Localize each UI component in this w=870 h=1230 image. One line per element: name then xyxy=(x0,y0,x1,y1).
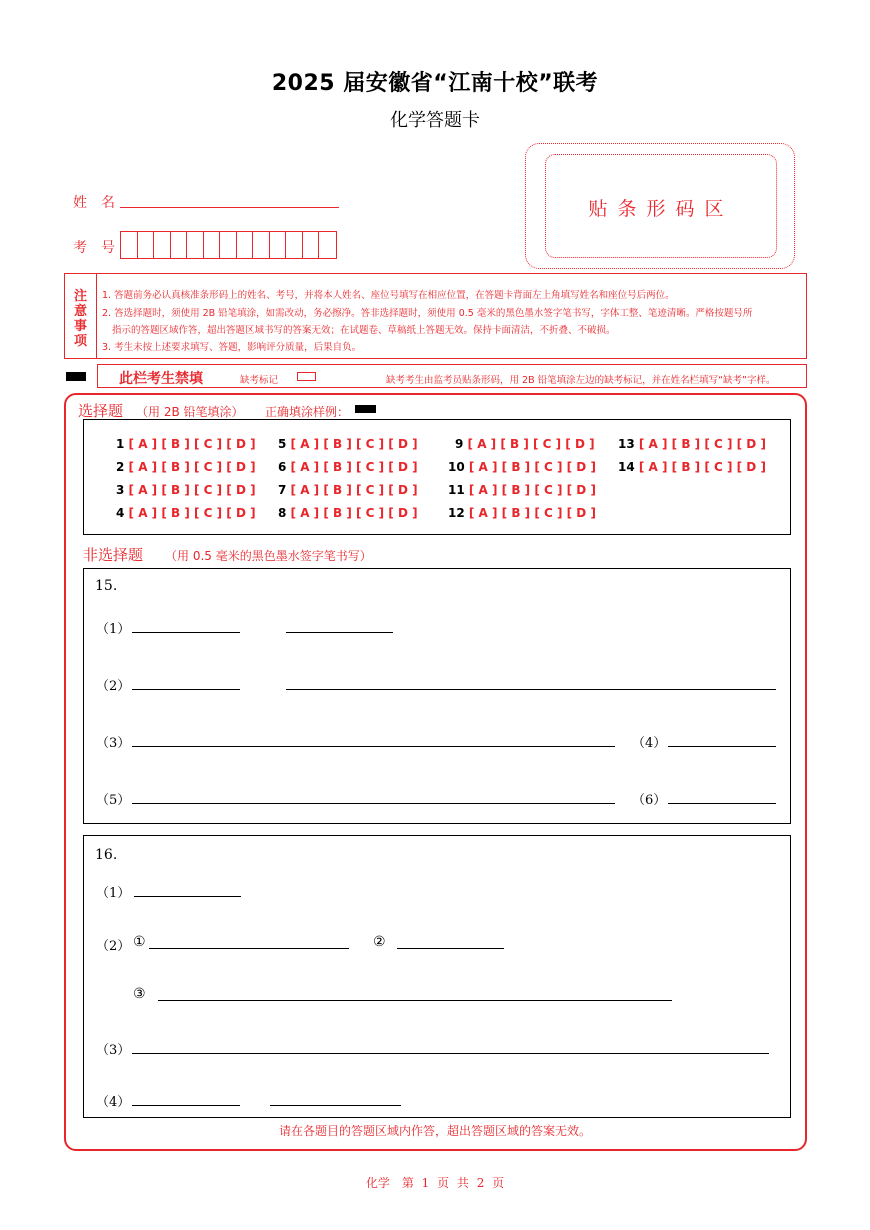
note-item: 1. 答题前务必认真核准条形码上的姓名、考号，并将本人姓名、座位号填写在相应位置，在答题卡背面左上角填写姓名和座位号后两位。 xyxy=(102,290,675,301)
answer-line[interactable] xyxy=(158,1000,672,1001)
sheet-subtitle: 化学答题卡 xyxy=(390,110,480,131)
page-number: 化学 第 1 页 共 2 页 xyxy=(365,1176,505,1190)
part-label: （4） xyxy=(632,736,667,751)
part-label: （6） xyxy=(632,793,667,808)
note-item: 指示的答题区域作答，超出答题区域书写的答案无效；在试题卷、草稿纸上答题无效。保持卡面清洁，不折叠、不破损。 xyxy=(112,325,616,336)
exam-id-cell[interactable] xyxy=(121,232,138,258)
choice-section-hint: （用 2B 铅笔填涂） xyxy=(136,405,244,419)
alignment-mark xyxy=(66,372,86,381)
note-item: 3. 考生未按上述要求填写、答题，影响评分质量，后果自负。 xyxy=(102,342,362,353)
choice-question[interactable]: 12 [ A ] [ B ] [ C ] [ D ] xyxy=(448,506,596,520)
choice-question[interactable]: 14 [ A ] [ B ] [ C ] [ D ] xyxy=(618,460,766,474)
name-label: 姓 名 xyxy=(73,195,115,211)
choice-question[interactable]: 5 [ A ] [ B ] [ C ] [ D ] xyxy=(278,437,418,451)
part-label: （5） xyxy=(96,793,131,808)
question-number: 16. xyxy=(95,847,118,863)
question-number: 15. xyxy=(95,578,118,594)
exam-id-cell[interactable] xyxy=(319,232,336,258)
answer-line[interactable] xyxy=(132,1053,769,1054)
exam-id-cell[interactable] xyxy=(171,232,188,258)
choice-section-title: 选择题 xyxy=(78,402,124,420)
choice-question[interactable]: 2 [ A ] [ B ] [ C ] [ D ] xyxy=(116,460,256,474)
exam-id-grid[interactable] xyxy=(120,231,337,259)
question-15-box xyxy=(83,568,791,824)
answer-line[interactable] xyxy=(149,948,349,949)
answer-line[interactable] xyxy=(270,1105,401,1106)
part-label: （3） xyxy=(96,1043,131,1058)
answer-line[interactable] xyxy=(286,632,393,633)
exam-id-cell[interactable] xyxy=(204,232,221,258)
part-label: （3） xyxy=(96,736,131,751)
answer-line[interactable] xyxy=(286,689,776,690)
exam-id-cell[interactable] xyxy=(138,232,155,258)
sample-fill-mark xyxy=(355,405,376,413)
choice-question[interactable]: 8 [ A ] [ B ] [ C ] [ D ] xyxy=(278,506,418,520)
barcode-area-label: 贴条形码区 xyxy=(588,198,734,220)
answer-line[interactable] xyxy=(132,746,615,747)
question-16-box xyxy=(83,835,791,1118)
answer-line[interactable] xyxy=(668,746,776,747)
note-item: 2. 答选择题时，须使用 2B 铅笔填涂，如需改动，务必擦净。答非选择题时，须使用 0.5 毫米的黑色墨水签字笔书写，字体工整、笔迹清晰。严格按题号所 xyxy=(102,308,753,319)
choice-question[interactable]: 13 [ A ] [ B ] [ C ] [ D ] xyxy=(618,437,766,451)
answer-line[interactable] xyxy=(132,1105,240,1106)
answer-line[interactable] xyxy=(668,803,776,804)
absent-mark-label: 缺考标记 xyxy=(240,375,279,386)
exam-id-cell[interactable] xyxy=(187,232,204,258)
answer-line[interactable] xyxy=(132,803,615,804)
name-field[interactable] xyxy=(120,207,339,208)
exam-id-label: 考 号 xyxy=(73,240,115,256)
choice-question[interactable]: 3 [ A ] [ B ] [ C ] [ D ] xyxy=(116,483,256,497)
answer-line[interactable] xyxy=(132,632,240,633)
answer-area-warning: 请在各题目的答题区域内作答，超出答题区域的答案无效。 xyxy=(278,1124,591,1138)
choice-question[interactable]: 1 [ A ] [ B ] [ C ] [ D ] xyxy=(116,437,256,451)
choice-question[interactable]: 4 [ A ] [ B ] [ C ] [ D ] xyxy=(116,506,256,520)
exam-id-cell[interactable] xyxy=(270,232,287,258)
part-label: （4） xyxy=(96,1095,131,1110)
choice-question[interactable]: 10 [ A ] [ B ] [ C ] [ D ] xyxy=(448,460,596,474)
answer-line[interactable] xyxy=(134,896,241,897)
part-label: （2） xyxy=(96,939,131,954)
exam-id-cell[interactable] xyxy=(220,232,237,258)
sub-mark: ③ xyxy=(133,986,146,1002)
sample-fill-label: 正确填涂样例： xyxy=(265,405,350,419)
free-section-hint: （用 0.5 毫米的黑色墨水签字笔书写） xyxy=(165,549,372,563)
answer-line[interactable] xyxy=(397,948,504,949)
absent-mark-box[interactable] xyxy=(297,372,316,381)
part-label: （1） xyxy=(96,886,131,901)
choice-question[interactable]: 9 [ A ] [ B ] [ C ] [ D ] xyxy=(455,437,595,451)
free-section-title: 非选择题 xyxy=(83,546,144,564)
exam-id-cell[interactable] xyxy=(253,232,270,258)
choice-question[interactable]: 7 [ A ] [ B ] [ C ] [ D ] xyxy=(278,483,418,497)
sheet-title: 2025 届安徽省“江南十校”联考 xyxy=(271,71,599,96)
exam-id-cell[interactable] xyxy=(237,232,254,258)
exam-id-cell[interactable] xyxy=(154,232,171,258)
absent-note: 缺考考生由监考员贴条形码，用 2B 铅笔填涂左边的缺考标记，并在姓名栏填写“缺考”字样。 xyxy=(386,375,776,386)
exam-id-cell[interactable] xyxy=(286,232,303,258)
sub-mark: ① xyxy=(133,934,146,950)
sub-mark: ② xyxy=(373,934,386,950)
notes-heading: 注 意 事 项 xyxy=(73,289,87,349)
part-label: （1） xyxy=(96,622,131,637)
answer-line[interactable] xyxy=(132,689,240,690)
part-label: （2） xyxy=(96,679,131,694)
choice-question[interactable]: 11 [ A ] [ B ] [ C ] [ D ] xyxy=(448,483,596,497)
exam-id-cell[interactable] xyxy=(303,232,320,258)
choice-question[interactable]: 6 [ A ] [ B ] [ C ] [ D ] xyxy=(278,460,418,474)
staff-only-title: 此栏考生禁填 xyxy=(119,371,203,387)
